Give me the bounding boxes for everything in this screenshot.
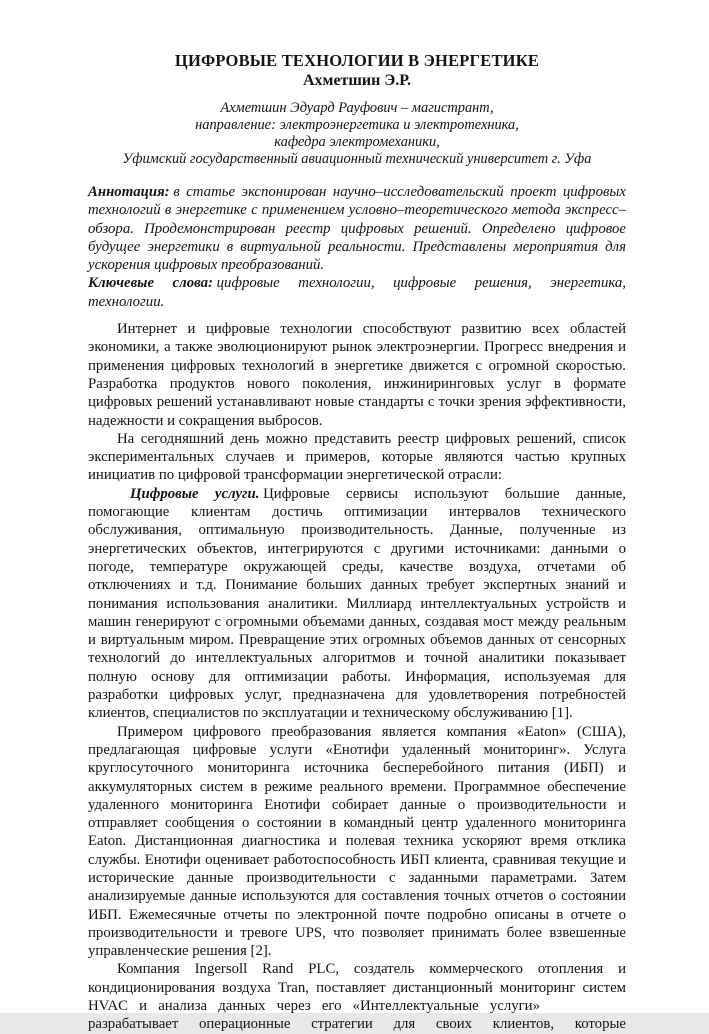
body-paragraph: Цифровые услуги. Цифровые сервисы используют большие данные, помогающие клиентам достичь оптимизации интервалов технического обслуживания, оптимальную производительность. Данные, полученные из энергетических объектов, интегрируются с другими источниками: данными о погоде, температуре окружающей среды, качестве воздуха, отчетами об отключениях и т.д. Понимание больших данных требует экспертных знаний и понимания использования аналитики. Миллиард интеллектуальных устройств и машин генерируют с огромными объемами данных, создавая мост между реальным и виртуальным миром. Превращение этих огромных объемов данных от сенсорных технологий до интеллектуальных алгоритмов и точной аналитики показывает полную основу для оптимизации работы. Информация, используемая для разработки цифровых услуг, предназначена для удовлетворения потребностей клиентов, специалистов по эксплуатации и техническому обслуживанию [1].: [88, 485, 627, 722]
keywords: [88, 274, 626, 311]
paragraph-lead: Цифровые услуги.: [130, 485, 260, 502]
affiliation-block: [88, 100, 626, 168]
body-paragraphs: [88, 320, 626, 1034]
keywords-label: Ключевые слова:: [88, 275, 213, 292]
justified-line: Компания Ingersoll Rand PLC, создатель коммерческого отопления и: [117, 961, 626, 978]
article-title: ЦИФРОВЫЕ ТЕХНОЛОГИИ В ЭНЕРГЕТИКЕ: [174, 51, 540, 70]
affiliation-line: Уфимский государственный авиационный технический университет г. Уфа: [122, 151, 592, 167]
abstract-text: в статье экспонирован научно–исследовательский проект цифровых технологий в энергетике с применением условно–теоретического метода экспресс–обзора. Продемонстрирован реестр цифровых решений. Определено цифровое будущее энергетики в виртуальной реальности. Представлены мероприятия для ускорения цифровых преобразований.: [88, 184, 626, 274]
keywords-text: цифровые технологии, цифровые решения, энергетика, технологии.: [88, 275, 626, 310]
affiliation-line: кафедра электромеханики,: [274, 134, 440, 150]
affiliation-line: Ахметшин Эдуард Рауфович – магистрант,: [220, 100, 494, 116]
body-paragraph: Примером цифрового преобразования является компания «Eaton» (США), предлагающая цифровые услуги «Енотифи удаленный мониторинг». Услуга круглосуточного мониторинга источника бесперебойного питания (ИБП) и аккумуляторных систем в режиме реального времени. Программное обеспечение удаленного мониторинга Енотифи собирает данные о производительности и отправляет сообщения о состоянии в командный центр удаленного мониторинга Eaton. Дистанционная диагностика и полевая техника ускоряют время отклика службы. Енотифи оценивает работоспособность ИБП клиента, сравнивая текущие и исторические данные производительности с заданными параметрами. Затем анализируемые данные используются для составления точных отчетов о состоянии ИБП. Ежемесячные отчеты по электронной почте подробно описаны в отчете о производительности и тревоге UPS, что позволяет принимать более взвешенные управленческие решения [2].: [88, 723, 626, 960]
body-paragraph: Интернет и цифровые технологии способствуют развитию всех областей экономики, а также эволюционируют рынок электроэнергии. Прогресс внедрения и применения цифровых технологий в энергетике движется с огромной скоростью. Разработка продуктов нового поколения, инжиниринговых услуг в формате цифровых решений устанавливают новые стандарты с точки зрения эффективности, надежности и сокращения выбросов.: [88, 321, 626, 429]
abstract-label: Аннотация:: [88, 184, 170, 200]
justified-line: разрабатывает операционные стратегии для своих клиентов, которые: [88, 1016, 626, 1033]
justified-line: HVAC и анализа данных через его «Интеллектуальные услуги»: [88, 998, 540, 1015]
body-paragraph: На сегодняшний день можно представить реестр цифровых решений, список экспериментальных случаев и примеров, которые являются частью крупных инициатив по цифровой трансформации энергетической отрасли:: [88, 430, 626, 484]
justified-line: кондиционирования воздуха Tran, поставляет дистанционный мониторинг систем: [88, 979, 626, 996]
author-name: Ахметшин Э.Р.: [303, 72, 411, 89]
abstract: [88, 183, 626, 274]
affiliation-line: направление: электроэнергетика и электротехника,: [195, 117, 519, 133]
body-paragraph: [88, 960, 626, 1033]
